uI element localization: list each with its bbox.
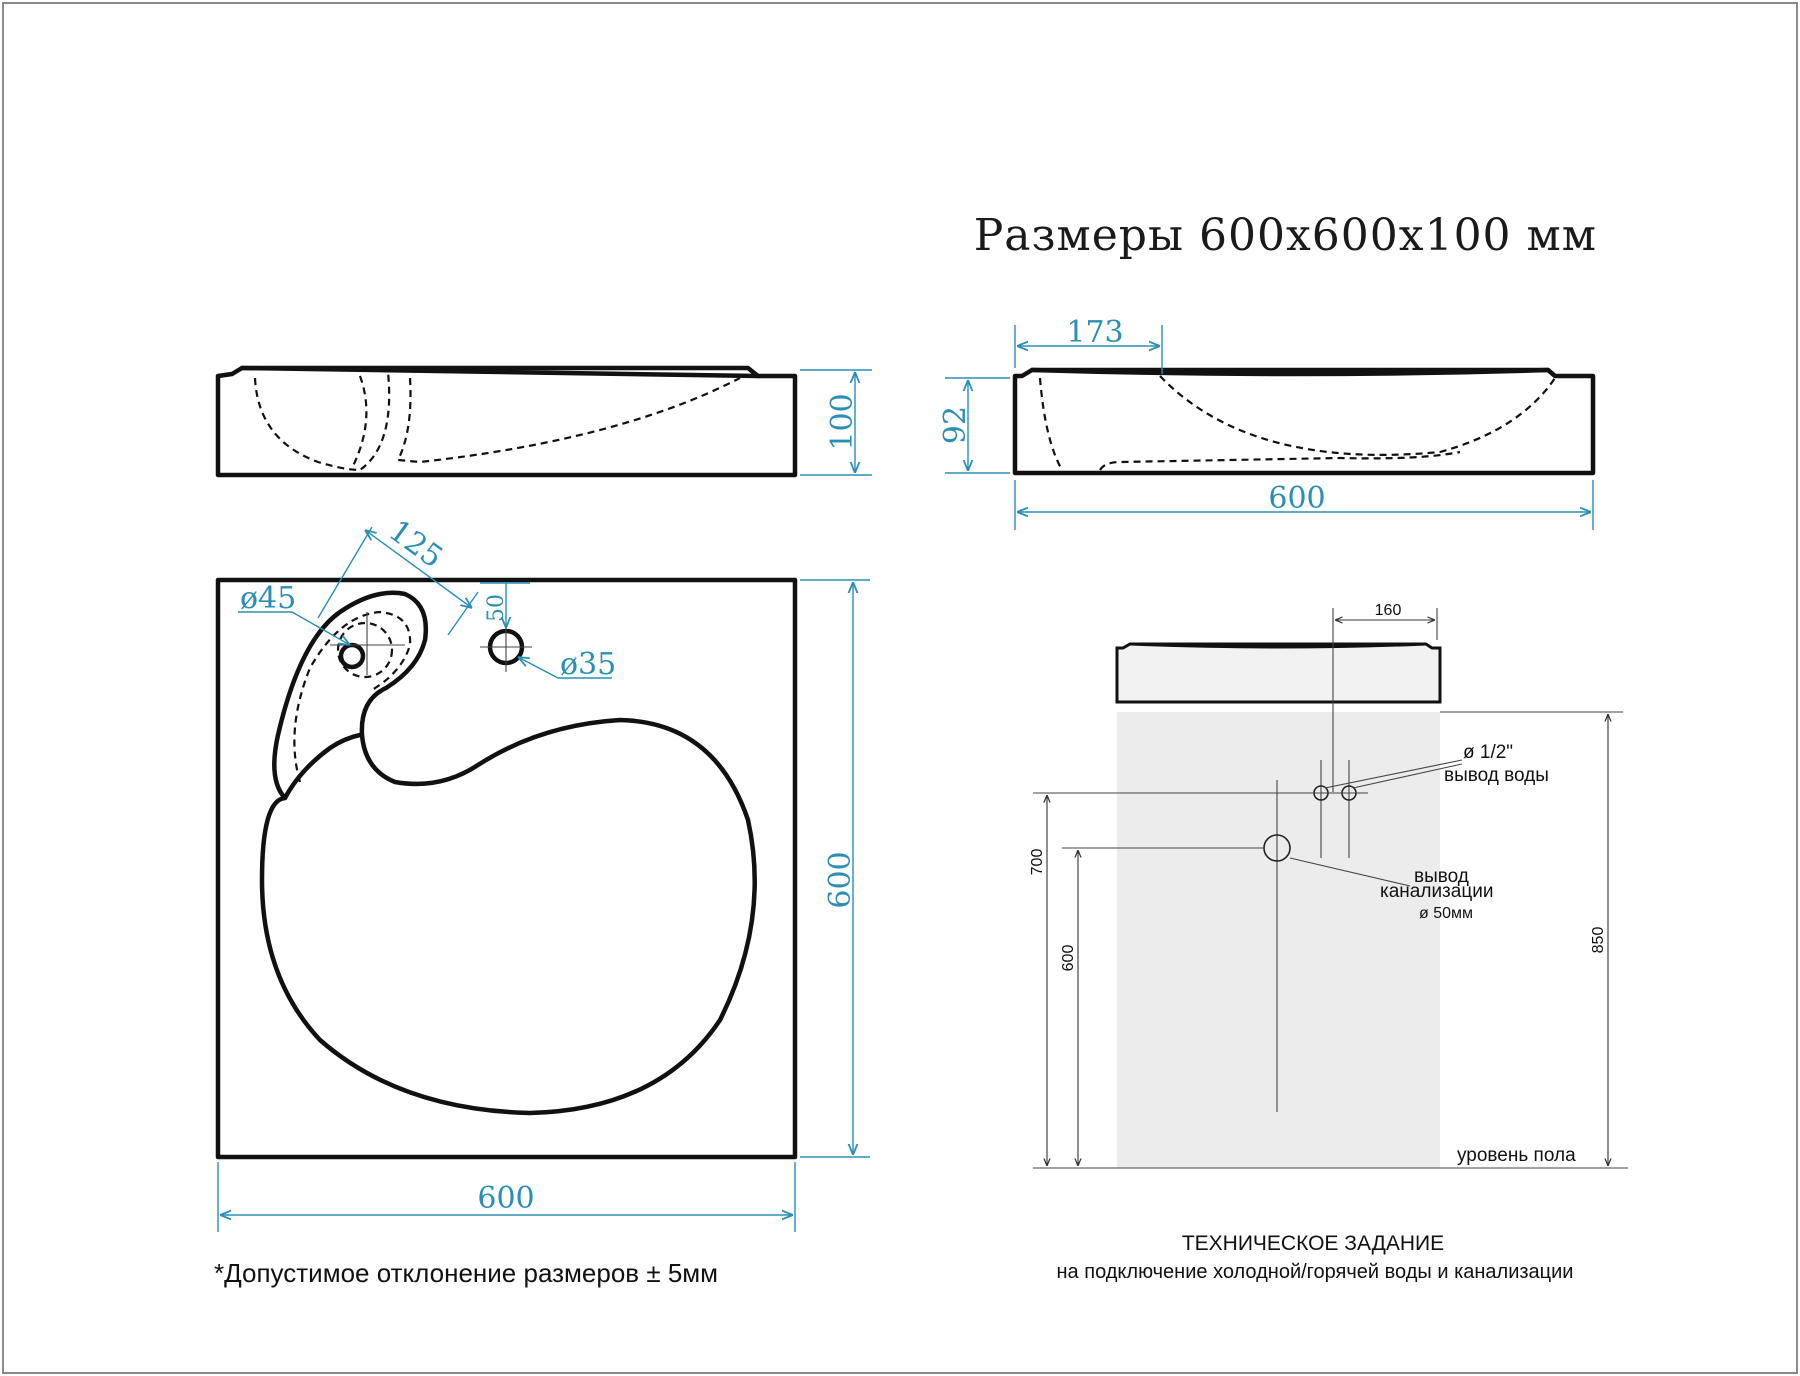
- side-view-left: [218, 368, 872, 475]
- install-diagram: [1029, 602, 1628, 1168]
- side-view-right-outline: [1015, 370, 1593, 473]
- side-view-left-hidden-bowl-2: [352, 376, 366, 468]
- water-label-text: вывод воды: [1444, 765, 1549, 786]
- dim-label-700: 700: [1029, 848, 1046, 876]
- side-view-left-outline: [218, 368, 795, 475]
- dim-label-d35: ø35: [560, 647, 617, 682]
- side-view-left-hidden-bowl-1: [255, 372, 389, 470]
- dim-label-50: 50: [484, 594, 509, 622]
- cabinet-area: [1117, 712, 1440, 1168]
- dim-arrow-45: [292, 612, 350, 645]
- tech-spec-heading: ТЕХНИЧЕСКОЕ ЗАДАНИЕ: [1181, 1232, 1445, 1255]
- top-view: [218, 513, 870, 1232]
- tolerance-note: *Допустимое отклонение размеров ± 5мм: [214, 1258, 719, 1288]
- dim-label-160: 160: [1374, 602, 1402, 619]
- dim-label-600-vertical: 600: [823, 851, 858, 909]
- side-view-right-hidden-2: [1160, 376, 1555, 455]
- dim-arrow-35: [518, 657, 558, 678]
- drain-hole: [341, 645, 363, 667]
- dim-label-600-right: 600: [1268, 481, 1326, 516]
- bowl-hidden-spiral: [294, 612, 410, 782]
- dim-label-100: 100: [825, 393, 860, 451]
- dim-label-92: 92: [938, 405, 973, 445]
- dim-label-173: 173: [1066, 315, 1124, 350]
- dim-ext-125-b: [448, 592, 478, 635]
- dim-label-d45: ø45: [240, 581, 297, 616]
- page-title: Размеры 600х600х100 мм: [973, 210, 1597, 261]
- water-label-diameter: ø 1/2": [1463, 742, 1514, 763]
- bowl-outline: [262, 593, 755, 1113]
- side-view-left-hidden-bowl-3: [398, 378, 740, 462]
- drain-label-2: канализации: [1380, 881, 1494, 902]
- drain-label-1: вывод: [1414, 866, 1469, 887]
- dim-label-125: 125: [382, 513, 450, 576]
- dim-label-850: 850: [1590, 926, 1607, 954]
- dim-label-600-horizontal: 600: [477, 1181, 535, 1216]
- floor-label: уровень пола: [1457, 1145, 1576, 1166]
- dim-label-600-install: 600: [1060, 944, 1077, 972]
- tech-spec-subheading: на подключение холодной/горячей воды и канализации: [1056, 1261, 1574, 1283]
- install-sink-profile: [1117, 644, 1440, 702]
- side-view-right-hidden-1: [1040, 378, 1062, 470]
- side-view-right: [938, 315, 1593, 530]
- drain-label-3: ø 50мм: [1419, 905, 1474, 922]
- dim-ext-125-a: [318, 527, 372, 618]
